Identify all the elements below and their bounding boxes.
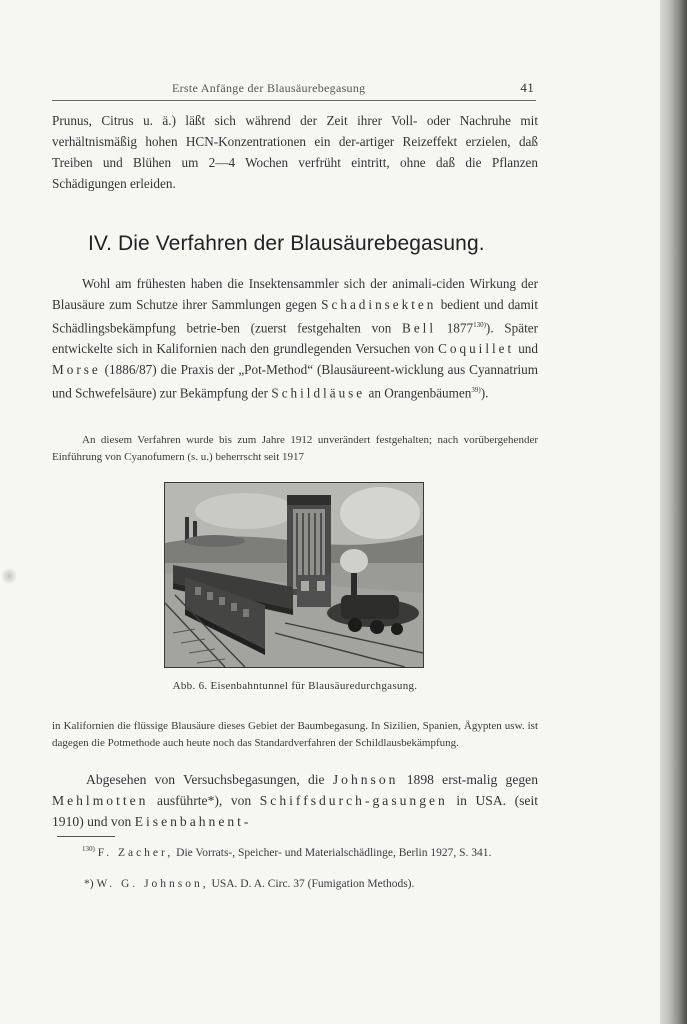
scan-artifact xyxy=(2,566,16,586)
railway-tunnel-illustration xyxy=(165,483,423,667)
section-heading: IV. Die Verfahren der Blausäurebegasung. xyxy=(88,232,485,255)
running-head-title: Erste Anfänge der Blausäurebegasung xyxy=(172,81,366,95)
emphasis-schildlaeuse: Schildläuse xyxy=(271,385,366,401)
text-run: in USA. (seit 1910) und von xyxy=(52,793,539,829)
page-edge xyxy=(660,0,687,1024)
text-run: 1898 erst-malig gegen xyxy=(398,772,539,787)
emphasis-schadinsekten: Schadinsekten xyxy=(321,297,437,312)
footnote-rule xyxy=(57,836,115,837)
footnote-marker: 130) xyxy=(82,845,95,853)
emphasis-johnson: Johnson xyxy=(332,772,399,787)
text-run: An diesem Verfahren wurde bis zum Jahre 1912 unverändert festgehalten; nach vorübergehender Einführung von Cyanofumern (s. u.) beherrscht seit 1917 xyxy=(52,434,538,463)
intro-paragraph: Prunus, Citrus u. ä.) läßt sich während der Zeit ihrer Voll- oder Nachruhe mit verhältnismäßig hohen HCN-Konzentrationen ein der-artiger Reizeffekt erzielen, daß Treiben und Blühen um 2—4 Wochen verfrüht eintritt, ohne daß die Pflanzen Schädigungen erleiden. xyxy=(52,113,538,191)
footnote-johnson xyxy=(52,875,538,893)
text-run: (1886/87) die Praxis der „Pot-Method“ (Blausäureent-wicklung aus Cyannatrium und Schwefelsäure) zur Bekämpfung der xyxy=(52,362,538,401)
paragraph-pot-method xyxy=(52,273,538,404)
footnote-ref: 39) xyxy=(471,386,481,395)
emphasis-mehlmotten: Mehlmotten xyxy=(52,793,149,808)
emphasis-coquillet: Coquillet xyxy=(438,341,515,357)
footnote-zacher xyxy=(52,840,538,862)
page-number: 41 xyxy=(520,80,534,95)
text-run: an Orangenbäumen xyxy=(365,385,472,401)
footnote-text: Die Vorrats-, Speicher- und Materialschädlinge, Berlin 1927, S. 341. xyxy=(173,846,492,859)
running-head xyxy=(52,80,536,101)
figure-railway-tunnel xyxy=(164,482,424,668)
small-paragraph-1 xyxy=(52,432,538,466)
text-run: und xyxy=(514,341,538,357)
text-run: ). Später entwickelte sich in Kalifornien nach den grundlegenden Versuchen von xyxy=(52,320,538,357)
figure-caption: Abb. 6. Eisenbahntunnel für Blausäuredurchgasung. xyxy=(172,680,418,692)
footnote-ref: 130) xyxy=(473,321,486,329)
text-run: Abgesehen von Versuchsbegasungen, die xyxy=(86,772,333,787)
paragraph-johnson xyxy=(52,769,538,832)
footnote-marker: *) xyxy=(84,878,94,890)
text-run: bedient und damit Schädlingsbekämpfung betrie-ben (zuerst festgehalten von xyxy=(52,297,538,336)
footnote-author: W. G. Johnson, xyxy=(96,878,209,890)
footnote-author: F. Zacher, xyxy=(97,846,174,859)
text-run: ausführte*), von xyxy=(148,793,260,808)
text-run: Wohl am frühesten haben die Insektensammler sich der animali-ciden Wirkung der Blausäure zum Schutze ihrer Sammlungen gegen xyxy=(52,276,538,312)
emphasis-morse: Morse xyxy=(52,362,101,378)
text-run: 1877 xyxy=(436,320,474,336)
text-run: ). xyxy=(480,385,489,401)
small-paragraph-2: in Kalifornien die flüssige Blausäure dieses Gebiet der Baumbegasung. In Sizilien, Spanien, Ägypten usw. ist dagegen die Potmethode auch heute noch das Standardverfahren der Schildlausbekämpfung. xyxy=(52,720,538,749)
emphasis-schiffsdurchgasungen: Schiffsdurch-gasungen xyxy=(259,793,448,808)
emphasis-bell: Bell xyxy=(402,320,437,336)
emphasis-eisenbahnent: Eisenbahnent- xyxy=(134,814,252,829)
footnote-text: USA. D. A. Circ. 37 (Fumigation Methods). xyxy=(208,878,415,890)
